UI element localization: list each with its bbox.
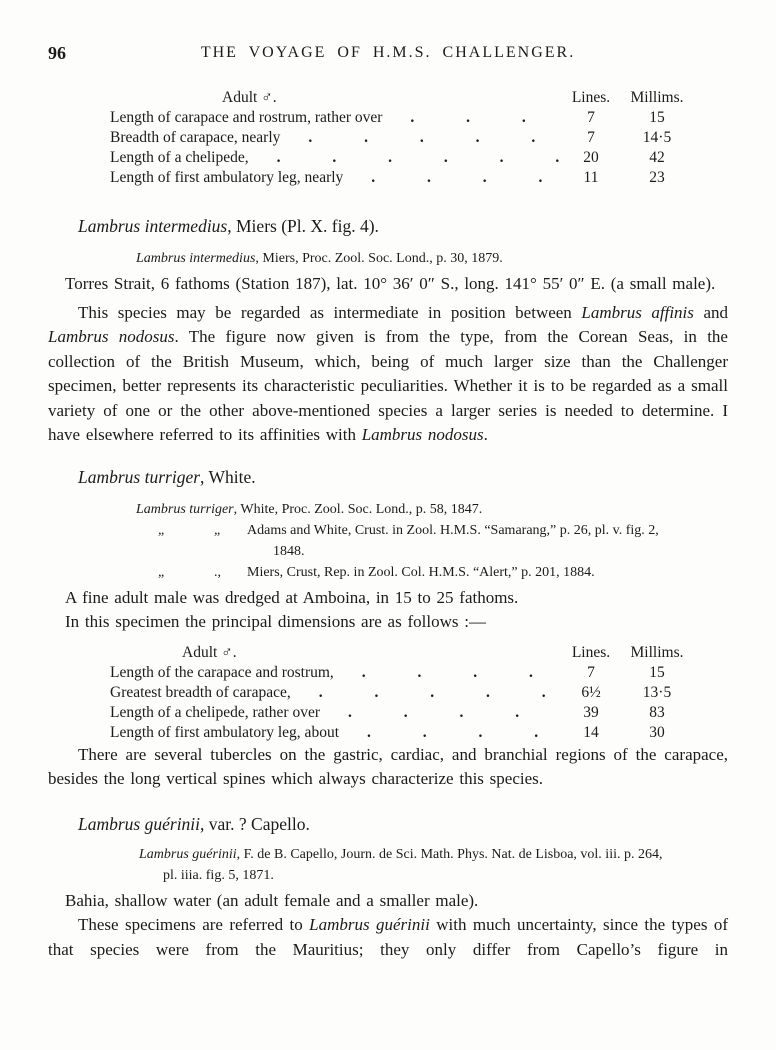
table-row [110,723,694,743]
millims-value: 42 [649,149,665,166]
citation-reference: , White, Proc. Zool. Soc. Lond., p. 58, 1847. [233,501,483,517]
species-name: Lambrus nodosus [361,425,484,444]
citation-block-turriger [48,499,728,583]
dimension-label: Length of first ambulatory leg, nearly [110,169,344,186]
lines-value: 14 [583,723,599,741]
paragraph-discussion-intermedius [48,301,728,448]
dimensions-table-intermedius [110,88,694,188]
table-row [110,128,694,148]
citation-reference: Adams and White, Crust. in Zool. H.M.S. “Samarang,” p. 26, pl. v. fig. 2, [247,522,659,538]
page-number: 96 [48,43,66,63]
column-header-lines: Lines. [571,643,611,661]
table-row [110,663,694,683]
heading-authority: , White. [200,466,256,487]
lines-value: 7 [587,663,595,681]
table-row [110,108,694,128]
citation-block-intermedius [48,248,728,269]
citation-reference: , F. de B. Capello, Journ. de Sci. Math. Phys. Nat. de Lisboa, vol. iii. p. 264, [236,846,663,862]
dimension-label: Breadth of carapace, nearly [110,129,281,146]
citation-continuation: pl. iiia. fig. 5, 1871. [163,867,274,883]
table-title-adult-male: Adult ♂. [222,89,277,106]
lines-value: 7 [587,109,595,126]
text-run: . The figure now given is from the type, from the Corean Seas, in the collection of the British Museum, which, being of much larger size than the Challenger specimen, better represents its characteristic peculiarities. Whether it is to be regarded as a small variety of one or the other above-mentioned species a larger series is needed to determine. I have elsewhere referred to its affinities with [48,327,728,444]
paragraph-dimensions-intro: In this specimen the principal dimensions are as follows :— [65,612,486,631]
paragraph-locality-intermedius: Torres Strait, 6 fathoms (Station 187), lat. 10° 36′ 0″ S., long. 141° 55′ 0″ E. (a small male). [65,274,716,293]
column-header-millims: Millims. [630,89,684,106]
species-name: Lambrus intermedius [78,216,228,236]
lines-value: 20 [583,149,599,166]
ditto-mark: „ [214,522,221,538]
citation-reference: , Miers, Proc. Zool. Soc. Lond., p. 30, 1879. [255,251,503,266]
dimension-label: Length of carapace and rostrum, rather over [110,109,383,126]
lines-value: 6½ [581,683,601,701]
millims-value: 23 [649,169,665,186]
millims-value: 15 [649,663,665,681]
table-header [110,88,694,108]
lines-value: 7 [587,129,595,146]
cited-species-name: Lambrus intermedius [136,251,256,266]
table-header [110,643,694,663]
running-head [48,42,728,64]
species-heading-turriger [78,465,728,489]
species-name: Lambrus nodosus [48,327,175,346]
text-run: These specimens are referred to [78,915,310,934]
paragraph-dredged: A fine adult male was dredged at Amboina, in 15 to 25 fathoms. [65,587,519,607]
dimension-label: Length of a chelipede, rather over [110,703,321,721]
column-header-lines: Lines. [571,89,611,106]
citation-reference: Miers, Crust, Rep. in Zool. Col. H.M.S. “Alert,” p. 201, 1884. [247,564,595,580]
lines-value: 11 [583,169,599,186]
species-name: Lambrus turriger [78,466,201,487]
dot-leader [334,663,562,683]
species-name: Lambrus guérinii [78,813,201,834]
species-name: Lambrus guérinii [309,915,430,934]
paragraph-locality-guerinii: Bahia, shallow water (an adult female and a smaller male). [65,890,479,910]
citation-line [136,499,728,520]
dimension-label: Greatest breadth of carapace, [110,683,291,701]
millims-value: 83 [649,703,665,721]
dot-leader [382,108,562,128]
text-run: . [483,425,488,444]
lines-value: 39 [583,703,599,721]
text-run: This species may be regarded as intermediate in position between [78,302,582,322]
cited-species-name: Lambrus turriger [136,501,234,517]
text-run: with much uncertainty, since the types of that species were from the Mauritius; they only differ from Capello’s figure in [48,915,728,959]
dot-leader [339,723,562,743]
citation-continuation: 1848. [273,543,305,559]
heading-authority: , Miers (Pl. X. fig. 4). [227,216,379,236]
table-row [110,703,694,723]
dimension-label: Length of first ambulatory leg, about [110,723,339,741]
dot-leader [291,683,562,703]
ditto-mark: ., [214,564,221,580]
ditto-mark: „ [158,522,165,538]
table-title-adult-male: Adult ♂. [182,643,237,661]
millims-value: 14·5 [642,129,672,146]
column-header-millims: Millims. [630,643,684,661]
millims-value: 15 [649,109,665,126]
dot-leader [280,128,562,148]
text-run: and [693,302,728,322]
species-heading-intermedius [78,214,728,238]
species-name: Lambrus affinis [581,302,694,322]
ditto-mark: „ [158,564,165,580]
dot-leader [320,703,562,723]
dimensions-table-turriger [110,643,694,743]
species-heading-guerinii [78,812,728,836]
millims-value: 30 [649,723,665,741]
millims-value: 13·5 [642,683,672,701]
running-title: THE VOYAGE OF H.M.S. CHALLENGER. [200,44,576,61]
table-row [110,148,694,168]
citation-line [158,562,728,583]
dimension-label: Length of a chelipede, [110,149,249,166]
paragraph-tubercles: There are several tubercles on the gastric, cardiac, and branchial regions of the carapace, besides the long vertical spines which always characterize this species. [48,744,728,788]
cited-species-name: Lambrus guérinii [139,846,237,862]
heading-authority: , var. ? Capello. [200,813,310,834]
citation-line [158,520,728,541]
dimension-label: Length of the carapace and rostrum, [110,663,334,681]
citation-block-guerinii [48,844,728,886]
dot-leader [249,148,562,168]
table-row [110,683,694,703]
paragraph-discussion-guerinii [48,913,728,962]
citation-line [136,248,728,269]
dot-leader [343,168,562,188]
citation-line [139,844,728,865]
table-row [110,168,694,188]
